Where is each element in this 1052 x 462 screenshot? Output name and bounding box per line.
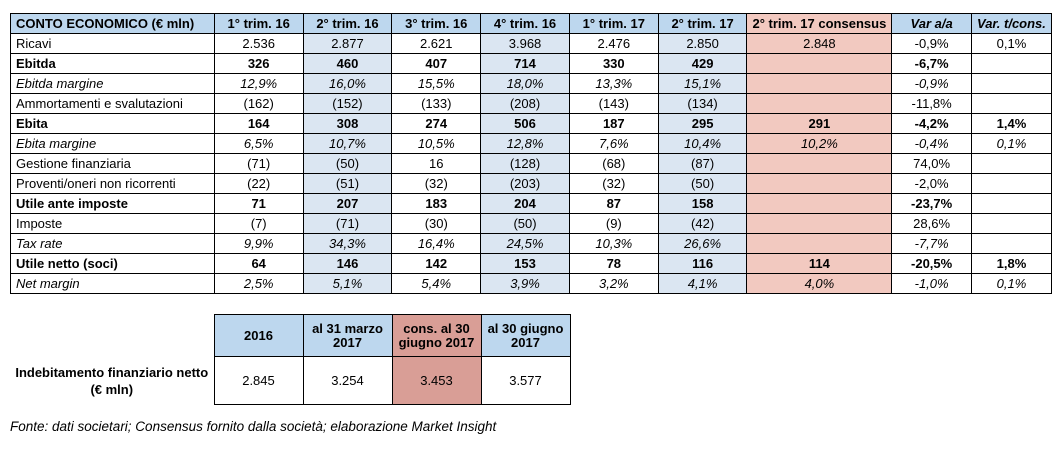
row-label: Utile netto (soci) [11, 254, 215, 274]
row-cell-consensus [747, 54, 892, 74]
row-cell-var-tcons: 1,8% [971, 254, 1051, 274]
row-cell: 15,1% [658, 74, 747, 94]
row-cell-var-aa: -7,7% [892, 234, 972, 254]
table-row [11, 174, 1052, 194]
row-cell-var-tcons: 0,1% [971, 134, 1051, 154]
column-header-q4-16: 4° trim. 16 [481, 14, 570, 34]
row-cell: 274 [392, 114, 481, 134]
row-cell: 714 [481, 54, 570, 74]
row-cell: 2.621 [392, 34, 481, 54]
row-cell-var-tcons [971, 174, 1051, 194]
row-cell: 5,1% [303, 274, 392, 294]
row-cell-consensus [747, 74, 892, 94]
row-cell-var-aa: -0,4% [892, 134, 972, 154]
row-cell: 64 [214, 254, 303, 274]
debt-column-header-2016: 2016 [214, 315, 303, 357]
row-cell-var-aa: -1,0% [892, 274, 972, 294]
net-debt-table [10, 314, 571, 405]
row-cell: 16 [392, 154, 481, 174]
debt-cell-consensus: 3.453 [392, 357, 481, 405]
row-cell: 308 [303, 114, 392, 134]
row-cell: (208) [481, 94, 570, 114]
row-cell: (68) [569, 154, 658, 174]
row-cell: (134) [658, 94, 747, 114]
row-cell: 460 [303, 54, 392, 74]
row-cell: 5,4% [392, 274, 481, 294]
row-cell: 24,5% [481, 234, 570, 254]
row-cell-var-tcons: 0,1% [971, 34, 1051, 54]
row-cell-consensus [747, 214, 892, 234]
row-cell: 2.536 [214, 34, 303, 54]
row-cell: (152) [303, 94, 392, 114]
column-header-var-tcons: Var. t/cons. [971, 14, 1051, 34]
column-header-q1-17: 1° trim. 17 [569, 14, 658, 34]
row-cell-var-aa: -11,8% [892, 94, 972, 114]
column-header-label: CONTO ECONOMICO (€ mln) [11, 14, 215, 34]
row-cell: (128) [481, 154, 570, 174]
row-cell: (42) [658, 214, 747, 234]
debt-header-row [10, 315, 570, 357]
row-cell: 13,3% [569, 74, 658, 94]
row-cell: 9,9% [214, 234, 303, 254]
row-cell: 164 [214, 114, 303, 134]
row-cell-var-aa: -20,5% [892, 254, 972, 274]
row-cell-var-tcons [971, 234, 1051, 254]
row-cell: 506 [481, 114, 570, 134]
row-label: Imposte [11, 214, 215, 234]
row-cell: 2,5% [214, 274, 303, 294]
row-label: Ebitda [11, 54, 215, 74]
row-cell: 34,3% [303, 234, 392, 254]
row-cell: (22) [214, 174, 303, 194]
row-cell: 116 [658, 254, 747, 274]
row-cell: 16,4% [392, 234, 481, 254]
debt-column-header-march-2017: al 31 marzo 2017 [303, 315, 392, 357]
debt-cell: 2.845 [214, 357, 303, 405]
row-label: Gestione finanziaria [11, 154, 215, 174]
report-page [0, 13, 1052, 462]
income-statement-table [10, 13, 1052, 294]
column-header-q2-16: 2° trim. 16 [303, 14, 392, 34]
header-row [11, 14, 1052, 34]
row-cell: 158 [658, 194, 747, 214]
row-cell: (87) [658, 154, 747, 174]
row-cell: 4,1% [658, 274, 747, 294]
row-cell: 407 [392, 54, 481, 74]
row-cell: (133) [392, 94, 481, 114]
column-header-q3-16: 3° trim. 16 [392, 14, 481, 34]
table-row [11, 134, 1052, 154]
table-header [11, 14, 1052, 34]
row-cell: 207 [303, 194, 392, 214]
row-cell-consensus [747, 174, 892, 194]
row-cell-var-tcons [971, 154, 1051, 174]
row-cell-consensus: 2.848 [747, 34, 892, 54]
row-cell: 7,6% [569, 134, 658, 154]
row-cell: 3.968 [481, 34, 570, 54]
row-cell: (51) [303, 174, 392, 194]
row-cell: (50) [658, 174, 747, 194]
row-cell-var-tcons [971, 194, 1051, 214]
debt-column-header-june-2017: al 30 giugno 2017 [481, 315, 570, 357]
row-cell-var-aa: 28,6% [892, 214, 972, 234]
debt-cell: 3.254 [303, 357, 392, 405]
table-row [11, 194, 1052, 214]
column-header-q2-17-consensus: 2° trim. 17 consensus [747, 14, 892, 34]
row-cell-consensus: 10,2% [747, 134, 892, 154]
table-body [11, 34, 1052, 294]
row-cell: (50) [481, 214, 570, 234]
row-cell: 10,5% [392, 134, 481, 154]
row-cell: (203) [481, 174, 570, 194]
row-cell: 429 [658, 54, 747, 74]
table-row [11, 274, 1052, 294]
row-label: Ebita [11, 114, 215, 134]
row-cell: 183 [392, 194, 481, 214]
row-cell: 6,5% [214, 134, 303, 154]
row-cell: 330 [569, 54, 658, 74]
table-row [11, 154, 1052, 174]
table-row [11, 254, 1052, 274]
row-cell: (143) [569, 94, 658, 114]
debt-column-header-consensus-june-2017: cons. al 30 giugno 2017 [392, 315, 481, 357]
row-cell-var-aa: -6,7% [892, 54, 972, 74]
row-cell-var-aa: -2,0% [892, 174, 972, 194]
row-label: Tax rate [11, 234, 215, 254]
row-label: Ebitda margine [11, 74, 215, 94]
row-cell: 146 [303, 254, 392, 274]
row-cell: (71) [214, 154, 303, 174]
row-cell: (30) [392, 214, 481, 234]
row-cell-var-aa: -23,7% [892, 194, 972, 214]
source-note: Fonte: dati societari; Consensus fornito dalla società; elaborazione Market Insight [10, 419, 497, 434]
debt-row-label: Indebitamento finanziario netto (€ mln) [10, 357, 214, 405]
row-cell: 15,5% [392, 74, 481, 94]
row-cell: 2.877 [303, 34, 392, 54]
row-cell-var-tcons: 0,1% [971, 274, 1051, 294]
row-cell: 3,2% [569, 274, 658, 294]
row-cell: (50) [303, 154, 392, 174]
row-cell-var-tcons [971, 94, 1051, 114]
row-cell: 204 [481, 194, 570, 214]
row-cell-consensus [747, 194, 892, 214]
table-row [11, 94, 1052, 114]
row-cell-var-tcons [971, 214, 1051, 234]
table-row [11, 214, 1052, 234]
row-cell: 2.850 [658, 34, 747, 54]
row-cell: 12,8% [481, 134, 570, 154]
row-cell: 18,0% [481, 74, 570, 94]
row-cell: 10,7% [303, 134, 392, 154]
row-cell: 87 [569, 194, 658, 214]
row-cell-consensus [747, 94, 892, 114]
table-row [11, 114, 1052, 134]
table-row [11, 54, 1052, 74]
debt-corner-cell [10, 315, 214, 357]
row-label: Ammortamenti e svalutazioni [11, 94, 215, 114]
column-header-var-aa: Var a/a [892, 14, 972, 34]
row-cell-var-aa: -4,2% [892, 114, 972, 134]
row-label: Utile ante imposte [11, 194, 215, 214]
row-cell-consensus: 114 [747, 254, 892, 274]
table-row [11, 74, 1052, 94]
column-header-q1-16: 1° trim. 16 [214, 14, 303, 34]
debt-data-row [10, 357, 570, 405]
row-cell: 78 [569, 254, 658, 274]
row-cell-consensus: 4,0% [747, 274, 892, 294]
row-cell: 153 [481, 254, 570, 274]
row-cell: (32) [392, 174, 481, 194]
row-label: Proventi/oneri non ricorrenti [11, 174, 215, 194]
row-cell: (71) [303, 214, 392, 234]
row-cell-var-tcons [971, 54, 1051, 74]
table-row [11, 34, 1052, 54]
row-cell: 187 [569, 114, 658, 134]
row-cell: 71 [214, 194, 303, 214]
row-cell: 10,3% [569, 234, 658, 254]
debt-cell: 3.577 [481, 357, 570, 405]
row-cell-consensus: 291 [747, 114, 892, 134]
row-cell: 12,9% [214, 74, 303, 94]
row-cell-consensus [747, 234, 892, 254]
row-cell: (7) [214, 214, 303, 234]
row-cell: 3,9% [481, 274, 570, 294]
table-row [11, 234, 1052, 254]
row-label: Ricavi [11, 34, 215, 54]
row-cell-var-aa: -0,9% [892, 34, 972, 54]
row-cell: 326 [214, 54, 303, 74]
row-cell: (9) [569, 214, 658, 234]
row-cell: 142 [392, 254, 481, 274]
row-cell-var-tcons [971, 74, 1051, 94]
row-cell-var-tcons: 1,4% [971, 114, 1051, 134]
row-label: Ebita margine [11, 134, 215, 154]
row-label: Net margin [11, 274, 215, 294]
row-cell-var-aa: -0,9% [892, 74, 972, 94]
column-header-q2-17: 2° trim. 17 [658, 14, 747, 34]
row-cell: 2.476 [569, 34, 658, 54]
row-cell-var-aa: 74,0% [892, 154, 972, 174]
row-cell: 295 [658, 114, 747, 134]
row-cell: 10,4% [658, 134, 747, 154]
row-cell: (162) [214, 94, 303, 114]
row-cell: 16,0% [303, 74, 392, 94]
row-cell: 26,6% [658, 234, 747, 254]
row-cell: (32) [569, 174, 658, 194]
row-cell-consensus [747, 154, 892, 174]
